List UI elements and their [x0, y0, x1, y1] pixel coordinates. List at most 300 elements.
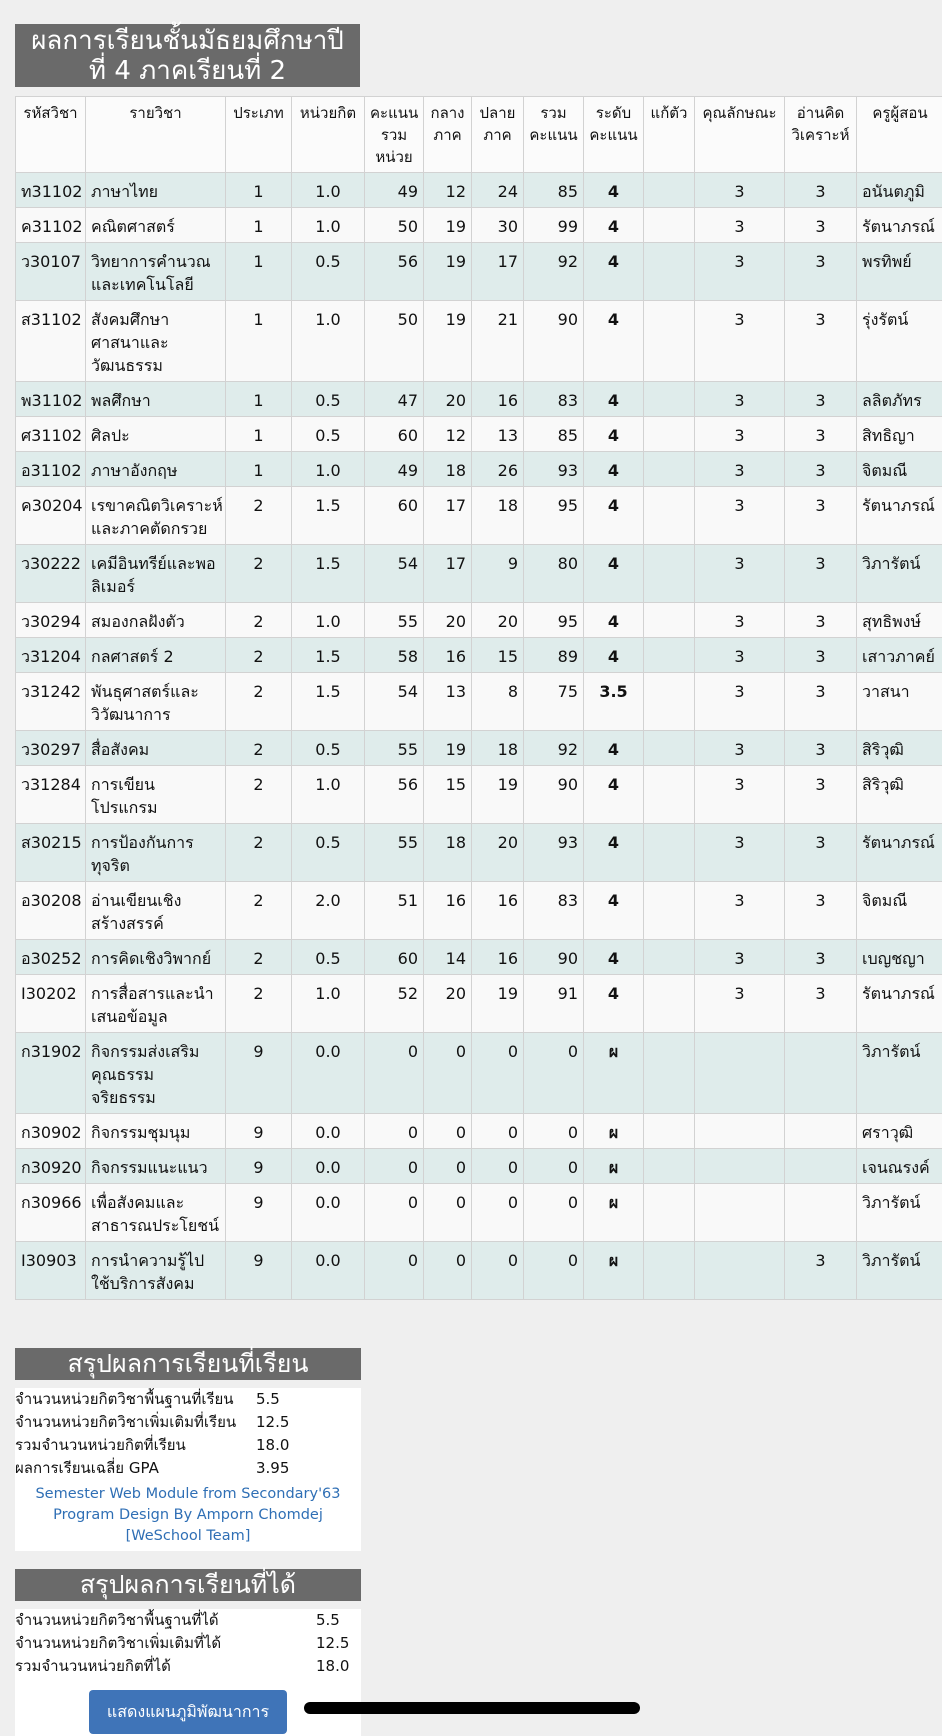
cell-code: พ31102	[16, 382, 86, 417]
table-row	[16, 208, 942, 243]
cell-reading: 3	[785, 301, 857, 382]
cell-midterm: 16	[424, 882, 472, 940]
show-progress-chart-button[interactable]: แสดงแผนภูมิพัฒนาการ	[89, 1690, 287, 1734]
cell-grade: 4	[584, 731, 644, 766]
cell-credit: 1.0	[292, 208, 365, 243]
cell-unit-score: 52	[365, 975, 424, 1033]
cell-retake	[644, 487, 695, 545]
cell-subject-name: กลศาสตร์ 2	[86, 638, 226, 673]
column-header: แก้ตัว	[644, 97, 695, 173]
cell-final: 16	[472, 882, 524, 940]
table-row	[16, 382, 942, 417]
cell-type: 2	[226, 487, 292, 545]
summary-label: จำนวนหน่วยกิตวิชาเพิ่มเติมที่ได้	[15, 1634, 222, 1652]
summary-label: จำนวนหน่วยกิตวิชาพื้นฐานที่เรียน	[15, 1390, 234, 1408]
cell-grade: 4	[584, 452, 644, 487]
cell-final: 26	[472, 452, 524, 487]
cell-midterm: 20	[424, 975, 472, 1033]
cell-subject-name: กิจกรรมส่งเสริม คุณธรรม จริยธรรม	[86, 1033, 226, 1114]
cell-grade: 4	[584, 301, 644, 382]
cell-type: 9	[226, 1184, 292, 1242]
cell-code: ค31102	[16, 208, 86, 243]
table-row	[16, 882, 942, 940]
cell-retake	[644, 882, 695, 940]
cell-credit: 0.0	[292, 1033, 365, 1114]
cell-code: ส31102	[16, 301, 86, 382]
cell-attribute	[695, 1149, 785, 1184]
cell-total: 0	[524, 1149, 584, 1184]
cell-grade: ผ	[584, 1114, 644, 1149]
cell-type: 2	[226, 603, 292, 638]
cell-final: 18	[472, 731, 524, 766]
cell-total: 0	[524, 1033, 584, 1114]
cell-retake	[644, 301, 695, 382]
cell-retake	[644, 417, 695, 452]
cell-teacher: รัตนาภรณ์	[857, 824, 942, 882]
cell-grade: 4	[584, 638, 644, 673]
cell-total: 91	[524, 975, 584, 1033]
cell-code: ก30920	[16, 1149, 86, 1184]
cell-grade: ผ	[584, 1242, 644, 1300]
cell-attribute: 3	[695, 731, 785, 766]
cell-type: 1	[226, 417, 292, 452]
cell-code: ส30215	[16, 824, 86, 882]
table-row	[16, 301, 942, 382]
cell-code: ก30966	[16, 1184, 86, 1242]
cell-unit-score: 60	[365, 940, 424, 975]
cell-type: 2	[226, 545, 292, 603]
grades-table	[15, 96, 942, 1300]
cell-reading: 3	[785, 882, 857, 940]
cell-attribute: 3	[695, 673, 785, 731]
cell-attribute: 3	[695, 766, 785, 824]
cell-retake	[644, 1184, 695, 1242]
cell-teacher: เจนณรงค์	[857, 1149, 942, 1184]
table-row	[16, 1242, 942, 1300]
cell-final: 16	[472, 382, 524, 417]
cell-attribute: 3	[695, 452, 785, 487]
cell-credit: 0.5	[292, 731, 365, 766]
cell-credit: 0.5	[292, 940, 365, 975]
cell-attribute	[695, 1242, 785, 1300]
cell-type: 2	[226, 882, 292, 940]
cell-teacher: รุ่งรัตน์	[857, 301, 942, 382]
cell-total: 90	[524, 940, 584, 975]
cell-total: 80	[524, 545, 584, 603]
table-row	[16, 638, 942, 673]
cell-unit-score: 55	[365, 731, 424, 766]
cell-credit: 1.0	[292, 173, 365, 208]
cell-subject-name: กิจกรรมแนะแนว	[86, 1149, 226, 1184]
cell-final: 18	[472, 487, 524, 545]
cell-midterm: 18	[424, 452, 472, 487]
summary-enrolled-title: สรุปผลการเรียนที่เรียน	[15, 1348, 361, 1380]
cell-credit: 2.0	[292, 882, 365, 940]
cell-final: 16	[472, 940, 524, 975]
cell-reading: 3	[785, 824, 857, 882]
summary-value: 12.5	[256, 1413, 290, 1431]
cell-type: 1	[226, 301, 292, 382]
cell-total: 99	[524, 208, 584, 243]
cell-unit-score: 56	[365, 243, 424, 301]
cell-grade: 4	[584, 824, 644, 882]
cell-attribute: 3	[695, 545, 785, 603]
cell-teacher: เสาวภาคย์	[857, 638, 942, 673]
cell-attribute: 3	[695, 882, 785, 940]
column-header: ปลาย ภาค	[472, 97, 524, 173]
cell-total: 92	[524, 243, 584, 301]
cell-attribute: 3	[695, 638, 785, 673]
cell-midterm: 20	[424, 603, 472, 638]
cell-attribute: 3	[695, 301, 785, 382]
cell-unit-score: 51	[365, 882, 424, 940]
cell-reading	[785, 1184, 857, 1242]
cell-code: ศ31102	[16, 417, 86, 452]
cell-reading: 3	[785, 731, 857, 766]
cell-midterm: 19	[424, 208, 472, 243]
cell-teacher: ลลิตภัทร	[857, 382, 942, 417]
cell-code: อ30208	[16, 882, 86, 940]
cell-final: 30	[472, 208, 524, 243]
cell-midterm: 17	[424, 545, 472, 603]
cell-code: ท31102	[16, 173, 86, 208]
cell-final: 19	[472, 766, 524, 824]
cell-midterm: 17	[424, 487, 472, 545]
cell-credit: 1.5	[292, 638, 365, 673]
cell-retake	[644, 382, 695, 417]
cell-credit: 1.0	[292, 603, 365, 638]
cell-type: 1	[226, 208, 292, 243]
cell-retake	[644, 1033, 695, 1114]
cell-subject-name: การนำความรู้ไป ใช้บริการสังคม	[86, 1242, 226, 1300]
column-header: ครูผู้สอน	[857, 97, 942, 173]
cell-attribute: 3	[695, 243, 785, 301]
column-header: รายวิชา	[86, 97, 226, 173]
cell-total: 93	[524, 824, 584, 882]
credit-link[interactable]: Semester Web Module from Secondary'63 Program Design By Amporn Chomdej [WeSchool Team]	[35, 1486, 341, 1544]
cell-type: 9	[226, 1242, 292, 1300]
cell-subject-name: เพื่อสังคมและ สาธารณประโยชน์	[86, 1184, 226, 1242]
cell-reading: 3	[785, 603, 857, 638]
table-body	[16, 173, 942, 1300]
cell-total: 0	[524, 1242, 584, 1300]
table-row	[16, 824, 942, 882]
cell-reading: 3	[785, 545, 857, 603]
cell-total: 90	[524, 301, 584, 382]
table-row	[16, 603, 942, 638]
cell-midterm: 13	[424, 673, 472, 731]
cell-midterm: 15	[424, 766, 472, 824]
cell-grade: 4	[584, 766, 644, 824]
cell-midterm: 0	[424, 1149, 472, 1184]
cell-teacher: วิภารัตน์	[857, 1242, 942, 1300]
cell-code: ก30902	[16, 1114, 86, 1149]
cell-credit: 0.5	[292, 243, 365, 301]
summary-label: จำนวนหน่วยกิตวิชาเพิ่มเติมที่เรียน	[15, 1413, 237, 1431]
cell-reading	[785, 1033, 857, 1114]
cell-grade: 4	[584, 382, 644, 417]
cell-retake	[644, 638, 695, 673]
summary-value: 18.0	[256, 1436, 290, 1454]
cell-retake	[644, 243, 695, 301]
summary-label: ผลการเรียนเฉลี่ย GPA	[15, 1459, 159, 1477]
cell-reading: 3	[785, 243, 857, 301]
table-row	[16, 766, 942, 824]
cell-subject-name: ศิลปะ	[86, 417, 226, 452]
cell-attribute: 3	[695, 417, 785, 452]
cell-final: 0	[472, 1149, 524, 1184]
cell-midterm: 16	[424, 638, 472, 673]
cell-final: 8	[472, 673, 524, 731]
cell-final: 9	[472, 545, 524, 603]
cell-reading: 3	[785, 638, 857, 673]
summary-row	[15, 1609, 361, 1632]
cell-type: 1	[226, 382, 292, 417]
cell-credit: 1.0	[292, 766, 365, 824]
cell-reading	[785, 1149, 857, 1184]
cell-credit: 0.0	[292, 1149, 365, 1184]
cell-teacher: จิตมณี	[857, 882, 942, 940]
page-title	[15, 24, 360, 87]
cell-subject-name: ภาษาไทย	[86, 173, 226, 208]
cell-unit-score: 50	[365, 208, 424, 243]
cell-code: I30903	[16, 1242, 86, 1300]
cell-total: 83	[524, 882, 584, 940]
cell-unit-score: 56	[365, 766, 424, 824]
cell-grade: 4	[584, 243, 644, 301]
cell-subject-name: การป้องกันการ ทุจริต	[86, 824, 226, 882]
cell-credit: 0.0	[292, 1184, 365, 1242]
cell-final: 20	[472, 603, 524, 638]
cell-retake	[644, 673, 695, 731]
summary-row	[15, 1457, 361, 1480]
cell-type: 2	[226, 824, 292, 882]
cell-credit: 1.5	[292, 673, 365, 731]
cell-midterm: 19	[424, 731, 472, 766]
cell-credit: 0.5	[292, 382, 365, 417]
cell-unit-score: 0	[365, 1114, 424, 1149]
cell-code: ว30294	[16, 603, 86, 638]
cell-final: 20	[472, 824, 524, 882]
cell-unit-score: 54	[365, 545, 424, 603]
cell-unit-score: 54	[365, 673, 424, 731]
cell-final: 24	[472, 173, 524, 208]
cell-grade: 3.5	[584, 673, 644, 731]
cell-code: I30202	[16, 975, 86, 1033]
summary-value: 18.0	[316, 1657, 350, 1675]
cell-retake	[644, 208, 695, 243]
cell-unit-score: 47	[365, 382, 424, 417]
summary-value: 12.5	[316, 1634, 350, 1652]
cell-retake	[644, 1242, 695, 1300]
cell-teacher: เบญชญา	[857, 940, 942, 975]
summary-row	[15, 1632, 361, 1655]
cell-attribute: 3	[695, 487, 785, 545]
column-header: คะแนน รวม หน่วย	[365, 97, 424, 173]
cell-subject-name: สื่อสังคม	[86, 731, 226, 766]
cell-reading: 3	[785, 382, 857, 417]
cell-total: 92	[524, 731, 584, 766]
cell-unit-score: 0	[365, 1149, 424, 1184]
cell-reading: 3	[785, 940, 857, 975]
cell-final: 0	[472, 1242, 524, 1300]
summary-enrolled-box	[15, 1388, 361, 1551]
cell-type: 9	[226, 1114, 292, 1149]
cell-retake	[644, 1149, 695, 1184]
cell-retake	[644, 452, 695, 487]
summary-row	[15, 1655, 361, 1678]
cell-subject-name: สังคมศึกษา ศาสนาและ วัฒนธรรม	[86, 301, 226, 382]
cell-type: 2	[226, 731, 292, 766]
cell-type: 2	[226, 766, 292, 824]
cell-subject-name: เคมีอินทรีย์และพอ ลิเมอร์	[86, 545, 226, 603]
cell-teacher: สิริวุฒิ	[857, 731, 942, 766]
cell-attribute: 3	[695, 603, 785, 638]
cell-unit-score: 49	[365, 452, 424, 487]
summary-label: รวมจำนวนหน่วยกิตที่ได้	[15, 1657, 171, 1675]
cell-unit-score: 55	[365, 603, 424, 638]
table-row	[16, 243, 942, 301]
cell-subject-name: ภาษาอังกฤษ	[86, 452, 226, 487]
table-row	[16, 975, 942, 1033]
cell-reading: 3	[785, 452, 857, 487]
summary-label: จำนวนหน่วยกิตวิชาพื้นฐานที่ได้	[15, 1611, 219, 1629]
cell-code: ว31284	[16, 766, 86, 824]
cell-subject-name: การเขียน โปรแกรม	[86, 766, 226, 824]
cell-code: อ30252	[16, 940, 86, 975]
cell-reading: 3	[785, 975, 857, 1033]
cell-grade: ผ	[584, 1033, 644, 1114]
cell-teacher: รัตนาภรณ์	[857, 975, 942, 1033]
cell-final: 15	[472, 638, 524, 673]
cell-grade: 4	[584, 975, 644, 1033]
table-row	[16, 417, 942, 452]
summary-value: 5.5	[256, 1390, 280, 1408]
cell-retake	[644, 766, 695, 824]
cell-teacher: อนันตภูมิ	[857, 173, 942, 208]
cell-midterm: 19	[424, 301, 472, 382]
table-header-row	[16, 97, 942, 173]
cell-retake	[644, 603, 695, 638]
cell-unit-score: 50	[365, 301, 424, 382]
cell-final: 21	[472, 301, 524, 382]
cell-grade: ผ	[584, 1149, 644, 1184]
cell-code: อ31102	[16, 452, 86, 487]
cell-total: 85	[524, 173, 584, 208]
cell-retake	[644, 940, 695, 975]
cell-retake	[644, 731, 695, 766]
summary-value: 5.5	[316, 1611, 340, 1629]
cell-code: ว30297	[16, 731, 86, 766]
cell-attribute	[695, 1114, 785, 1149]
cell-grade: 4	[584, 545, 644, 603]
cell-midterm: 0	[424, 1184, 472, 1242]
cell-credit: 1.0	[292, 975, 365, 1033]
cell-reading: 3	[785, 1242, 857, 1300]
cell-attribute: 3	[695, 208, 785, 243]
cell-midterm: 12	[424, 173, 472, 208]
cell-reading: 3	[785, 766, 857, 824]
cell-subject-name: วิทยาการคำนวณ และเทคโนโลยี	[86, 243, 226, 301]
cell-reading: 3	[785, 417, 857, 452]
table-row	[16, 940, 942, 975]
table-row	[16, 1033, 942, 1114]
cell-final: 17	[472, 243, 524, 301]
summary-row	[15, 1388, 361, 1411]
cell-code: ว31242	[16, 673, 86, 731]
cell-reading	[785, 1114, 857, 1149]
cell-type: 2	[226, 975, 292, 1033]
cell-final: 19	[472, 975, 524, 1033]
cell-type: 1	[226, 452, 292, 487]
cell-type: 1	[226, 243, 292, 301]
cell-type: 2	[226, 673, 292, 731]
cell-attribute: 3	[695, 382, 785, 417]
summary-label: รวมจำนวนหน่วยกิตที่เรียน	[15, 1436, 186, 1454]
cell-midterm: 0	[424, 1114, 472, 1149]
cell-total: 90	[524, 766, 584, 824]
cell-unit-score: 58	[365, 638, 424, 673]
column-header: ประเภท	[226, 97, 292, 173]
cell-unit-score: 60	[365, 417, 424, 452]
cell-code: ค30204	[16, 487, 86, 545]
cell-subject-name: การสื่อสารและนำ เสนอข้อมูล	[86, 975, 226, 1033]
cell-retake	[644, 1114, 695, 1149]
cell-final: 0	[472, 1033, 524, 1114]
cell-teacher: วิภารัตน์	[857, 1033, 942, 1114]
cell-total: 0	[524, 1184, 584, 1242]
column-header: คุณลักษณะ	[695, 97, 785, 173]
cell-credit: 0.0	[292, 1114, 365, 1149]
home-indicator	[304, 1702, 640, 1714]
cell-subject-name: กิจกรรมชุมนุม	[86, 1114, 226, 1149]
cell-credit: 0.0	[292, 1242, 365, 1300]
cell-reading: 3	[785, 673, 857, 731]
table-row	[16, 173, 942, 208]
cell-credit: 1.5	[292, 545, 365, 603]
cell-unit-score: 0	[365, 1184, 424, 1242]
summary-enrolled-rows	[15, 1388, 361, 1480]
cell-credit: 1.5	[292, 487, 365, 545]
cell-total: 95	[524, 487, 584, 545]
cell-reading: 3	[785, 173, 857, 208]
cell-code: ว30107	[16, 243, 86, 301]
table-row	[16, 452, 942, 487]
cell-unit-score: 55	[365, 824, 424, 882]
cell-grade: 4	[584, 940, 644, 975]
page-title-line1: ผลการเรียนชั้นมัธยมศึกษาปี	[31, 26, 344, 56]
cell-teacher: รัตนาภรณ์	[857, 208, 942, 243]
cell-total: 93	[524, 452, 584, 487]
cell-subject-name: สมองกลฝังตัว	[86, 603, 226, 638]
cell-attribute: 3	[695, 975, 785, 1033]
table-row	[16, 1149, 942, 1184]
table-row	[16, 731, 942, 766]
cell-type: 2	[226, 940, 292, 975]
cell-midterm: 18	[424, 824, 472, 882]
cell-retake	[644, 975, 695, 1033]
cell-attribute: 3	[695, 824, 785, 882]
cell-teacher: สิทธิญา	[857, 417, 942, 452]
cell-type: 9	[226, 1149, 292, 1184]
cell-retake	[644, 173, 695, 208]
table-row	[16, 545, 942, 603]
table-row	[16, 1184, 942, 1242]
cell-teacher: วาสนา	[857, 673, 942, 731]
cell-total: 0	[524, 1114, 584, 1149]
cell-retake	[644, 545, 695, 603]
cell-credit: 0.5	[292, 417, 365, 452]
